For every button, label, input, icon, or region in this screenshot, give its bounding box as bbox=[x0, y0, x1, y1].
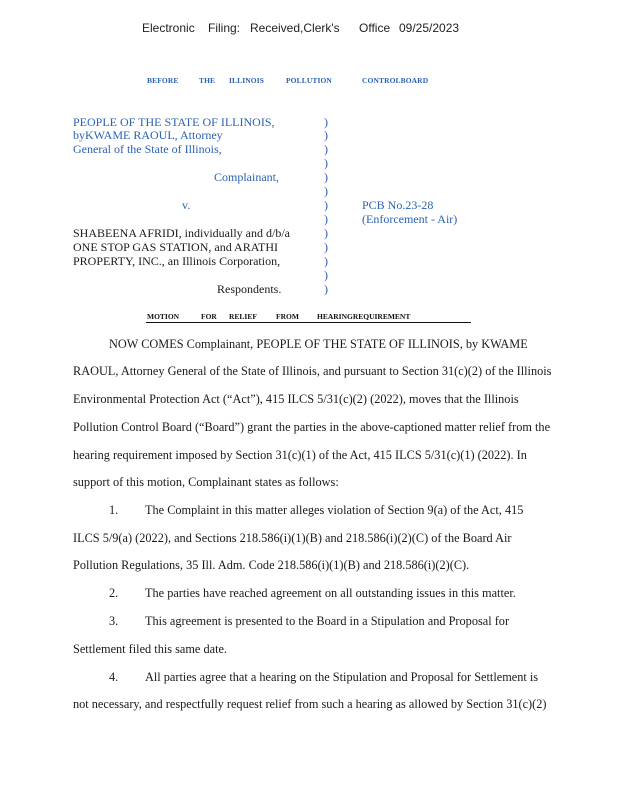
caption-paren: ) bbox=[324, 128, 328, 142]
paragraph-number: 3. bbox=[109, 614, 119, 628]
body-line: Environmental Protection Act (“Act”), 415 ILCS 5/31(c)(2) (2022), moves that the Illinois bbox=[73, 392, 519, 406]
caption-versus: v. bbox=[182, 198, 191, 212]
board-title-word: POLLUTION bbox=[286, 76, 332, 85]
body-line: Settlement filed this same date. bbox=[73, 642, 228, 656]
filing-label-electronic: Electronic bbox=[142, 21, 195, 35]
body-line: hearing requirement imposed by Section 31(c)(1) of the Act, 415 ILCS 5/31(c)(1) (2022). In bbox=[73, 448, 527, 462]
body-line: All parties agree that a hearing on the Stipulation and Proposal for Settlement is bbox=[145, 670, 539, 684]
board-title-word: BEFORE bbox=[147, 76, 179, 85]
body-line: Pollution Control Board (“Board”) grant the parties in the above-captioned matter relief from the bbox=[73, 420, 551, 434]
body-line: Pollution Regulations, 35 Ill. Adm. Code 218.586(i)(1)(B) and 218.586(i)(2)(C). bbox=[73, 558, 470, 572]
caption-paren: ) bbox=[324, 212, 328, 226]
body-line: NOW COMES Complainant, PEOPLE OF THE STATE OF ILLINOIS, by KWAME bbox=[109, 337, 528, 351]
caption-paren: ) bbox=[324, 240, 328, 254]
caption-people-line: PEOPLE OF THE STATE OF ILLINOIS, bbox=[73, 115, 275, 129]
filing-label-received: Received,Clerk's bbox=[250, 21, 340, 35]
paragraph-number: 1. bbox=[109, 503, 119, 517]
motion-title-word: MOTION bbox=[147, 312, 180, 321]
body-line: ILCS 5/9(a) (2022), and Sections 218.586(i)(1)(B) and 218.586(i)(2)(C) of the Board Air bbox=[73, 531, 512, 545]
caption-respondent-line: SHABEENA AFRIDI, individually and d/b/a bbox=[73, 226, 290, 240]
caption-paren: ) bbox=[324, 268, 328, 282]
board-title-word: THE bbox=[199, 76, 216, 85]
motion-title-word: RELIEF bbox=[229, 312, 257, 321]
caption-paren: ) bbox=[324, 198, 328, 212]
body-line: RAOUL, Attorney General of the State of Illinois, and pursuant to Section 31(c)(2) of the Illinois bbox=[73, 364, 552, 378]
body-line: The Complaint in this matter alleges violation of Section 9(a) of the Act, 415 bbox=[145, 503, 524, 517]
body-line: not necessary, and respectfully request relief from such a hearing as allowed by Section 31(c)(2) bbox=[73, 697, 547, 711]
motion-title-word: FOR bbox=[201, 312, 217, 321]
filing-label-filing: Filing: bbox=[208, 21, 241, 35]
caption-paren: ) bbox=[324, 184, 328, 198]
caption-people-line: General of the State of Illinois, bbox=[73, 142, 222, 156]
board-title-word: CONTROLBOARD bbox=[362, 76, 429, 85]
paragraph-number: 2. bbox=[109, 586, 119, 600]
paragraph-number: 4. bbox=[109, 670, 119, 684]
caption-paren: ) bbox=[324, 156, 328, 170]
motion-title-underline bbox=[146, 322, 471, 323]
body-line: support of this motion, Complainant states as follows: bbox=[73, 475, 339, 489]
caption-paren: ) bbox=[324, 115, 328, 129]
motion-title-word: HEARINGREQUIREMENT bbox=[317, 312, 411, 321]
caption-people-line: byKWAME RAOUL, Attorney bbox=[73, 128, 223, 142]
caption-paren: ) bbox=[324, 254, 328, 268]
filing-label-office: Office bbox=[359, 21, 391, 35]
body-line: The parties have reached agreement on all outstanding issues in this matter. bbox=[145, 586, 516, 600]
caption-respondent-line: PROPERTY, INC., an Illinois Corporation, bbox=[73, 254, 281, 268]
filing-date: 09/25/2023 bbox=[399, 21, 460, 35]
caption-paren: ) bbox=[324, 282, 328, 296]
caption-paren: ) bbox=[324, 170, 328, 184]
case-type: (Enforcement - Air) bbox=[362, 212, 458, 226]
caption-complainant: Complainant, bbox=[214, 170, 279, 184]
caption-paren: ) bbox=[324, 142, 328, 156]
caption-paren: ) bbox=[324, 226, 328, 240]
caption-respondent-line: ONE STOP GAS STATION, and ARATHI bbox=[73, 240, 279, 254]
board-title-word: ILLINOIS bbox=[229, 76, 264, 85]
motion-title-word: FROM bbox=[276, 312, 299, 321]
body-line: This agreement is presented to the Board in a Stipulation and Proposal for bbox=[145, 614, 510, 628]
caption-respondents: Respondents. bbox=[217, 282, 282, 296]
case-number: PCB No.23-28 bbox=[362, 198, 434, 212]
